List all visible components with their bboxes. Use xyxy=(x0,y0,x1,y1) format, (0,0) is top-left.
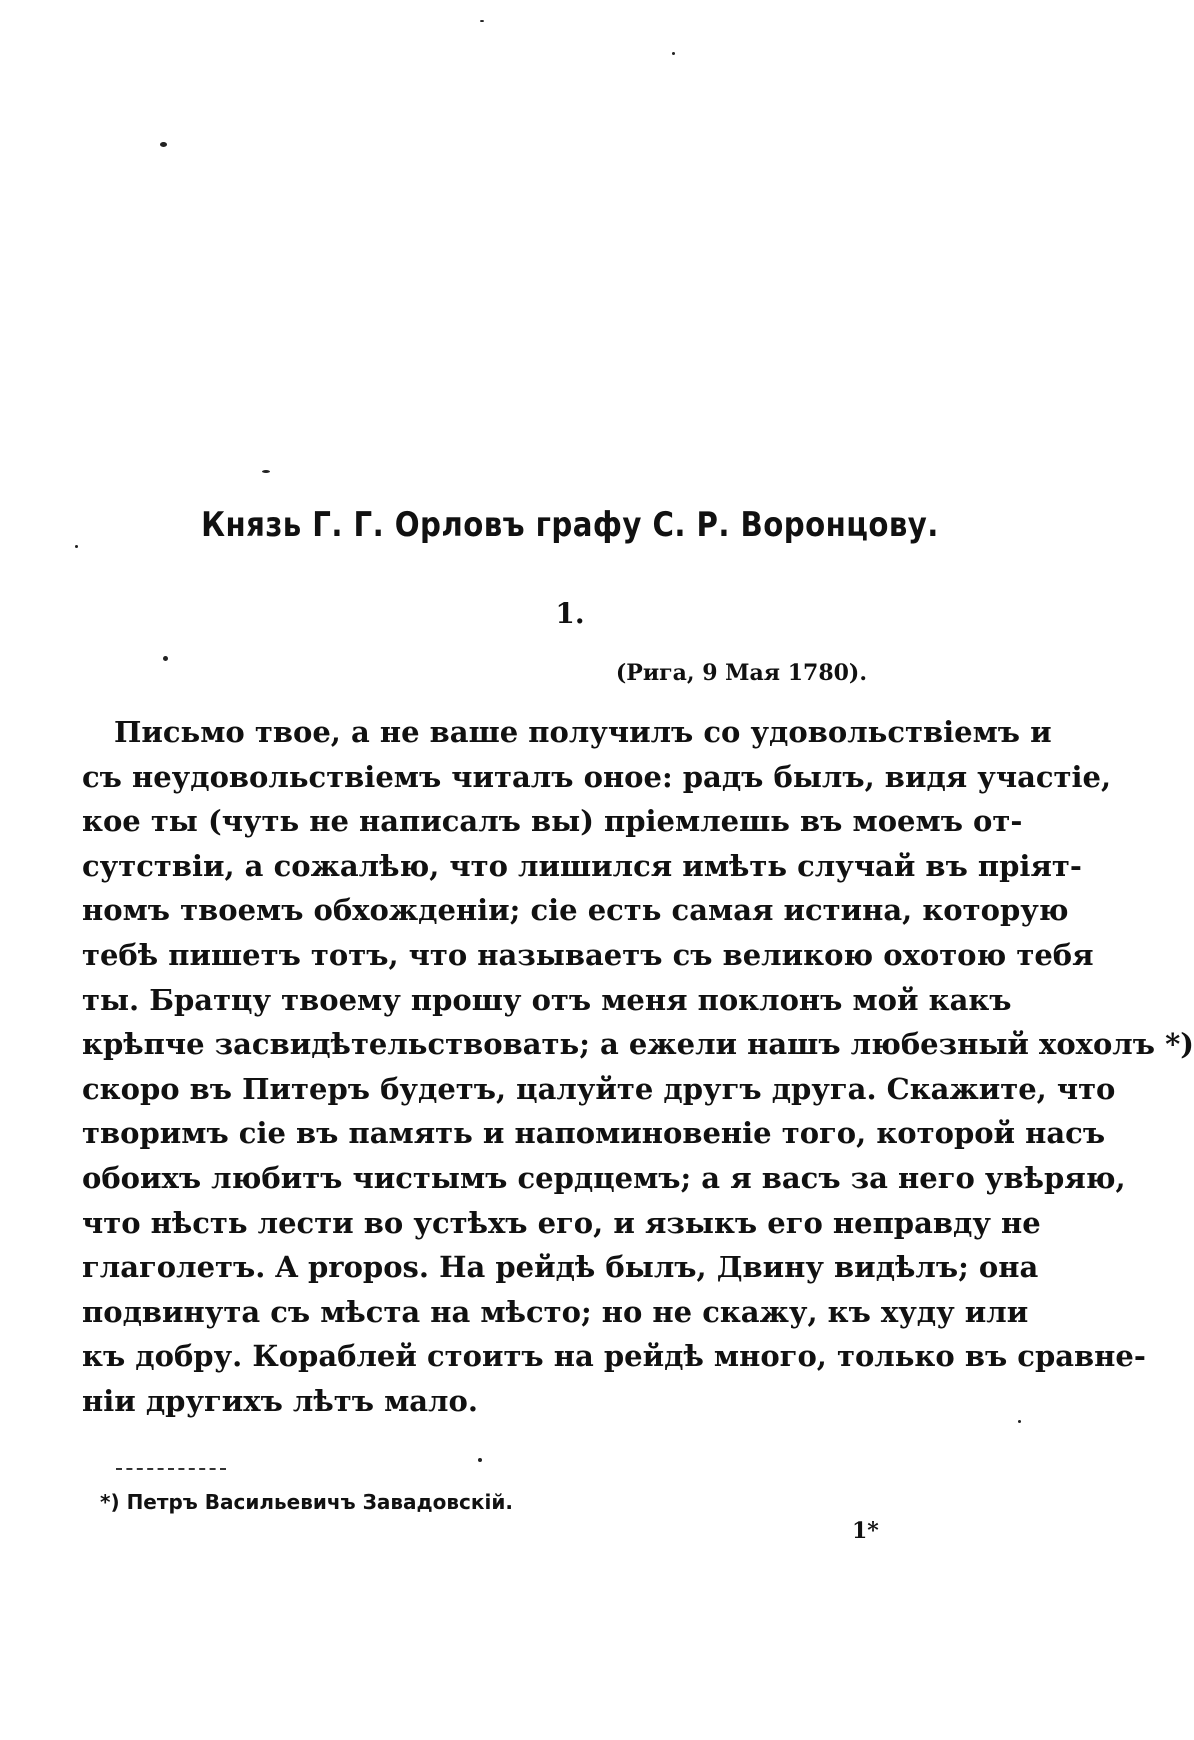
dateline: (Рига, 9 Мая 1780). xyxy=(615,660,867,686)
body-line: съ неудовольствіемъ читалъ оное: радъ былъ, видя участіе, xyxy=(82,759,1112,794)
scan-speck xyxy=(163,656,168,661)
body-line: глаголетъ. A propos. На рейдѣ былъ, Двину видѣлъ; она xyxy=(82,1250,1039,1285)
scan-speck xyxy=(478,1458,482,1462)
scan-speck xyxy=(672,52,675,55)
footnote-divider xyxy=(116,1468,226,1470)
body-line: кое ты (чуть не написалъ вы) пріемлешь въ моемъ от- xyxy=(82,804,1023,839)
scan-speck xyxy=(1018,1420,1021,1423)
scan-speck xyxy=(75,545,78,548)
letter-body xyxy=(82,710,1194,1424)
body-line: скоро въ Питеръ будетъ, цалуйте другъ друга. Скажите, что xyxy=(82,1071,1116,1106)
letter-heading: Князь Г. Г. Орловъ графу С. Р. Воронцову. xyxy=(201,505,939,545)
body-line: подвинута съ мѣста на мѣсто; но не скажу, къ худу или xyxy=(82,1294,1029,1329)
scan-speck xyxy=(160,142,167,147)
body-line: обоихъ любитъ чистымъ сердцемъ; а я васъ за него увѣряю, xyxy=(82,1160,1126,1195)
body-line: тебѣ пишетъ тотъ, что называетъ съ великою охотою тебя xyxy=(82,937,1094,972)
body-line: къ добру. Кораблей стоитъ на рейдѣ много, только въ сравне- xyxy=(82,1339,1146,1374)
footnote: *) Петръ Васильевичъ Завадовскій. xyxy=(100,1490,513,1514)
letter-number: 1. xyxy=(555,597,585,630)
body-line: Письмо твое, а не ваше получилъ со удовольствіемъ и xyxy=(114,715,1052,749)
body-line: сутствіи, а сожалѣю, что лишился имѣть случай въ пріят- xyxy=(82,848,1082,883)
body-line: творимъ сіе въ память и напоминовеніе того, которой насъ xyxy=(82,1116,1106,1151)
body-line: номъ твоемъ обхожденіи; сіе есть самая истина, которую xyxy=(82,893,1069,928)
body-line: что нѣсть лести во устѣхъ его, и языкъ его неправду не xyxy=(82,1205,1041,1240)
scan-speck xyxy=(480,20,484,22)
body-line: ты. Братцу твоему прошу отъ меня поклонъ мой какъ xyxy=(82,982,1012,1017)
body-line: крѣпче засвидѣтельствовать; а ежели нашъ любезный хохолъ *) xyxy=(82,1027,1194,1062)
scan-speck xyxy=(262,470,270,473)
page-signature: 1* xyxy=(852,1518,879,1544)
body-line: ніи другихъ лѣтъ мало. xyxy=(82,1383,478,1418)
